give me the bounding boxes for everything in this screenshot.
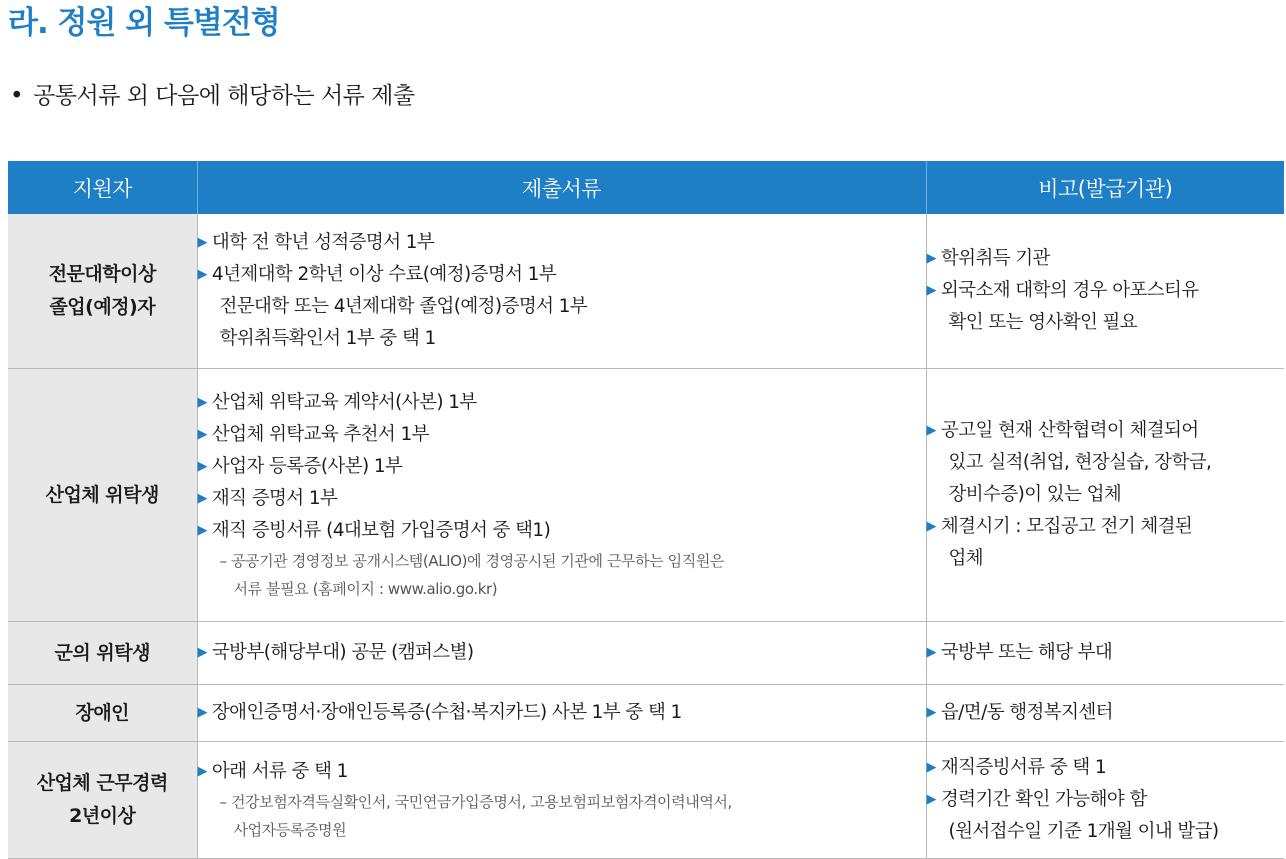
- sub-note: – 건강보험자격득실확인서, 국민연금가입증명서, 고용보험피보험자격이력내역서,: [219, 793, 732, 811]
- bullet-dot: •: [10, 83, 24, 109]
- triangle-bullet-icon: ▶: [926, 645, 936, 660]
- item-text: 읍/면/동 행정복지센터: [940, 702, 1113, 723]
- item-text: 국방부 또는 해당 부대: [940, 642, 1113, 663]
- note-item: [927, 415, 1285, 447]
- item-text: 아래 서류 중 택 1: [211, 761, 348, 782]
- applicant-cell: [8, 742, 197, 859]
- item-text: 재직증빙서류 중 택 1: [940, 757, 1107, 778]
- sub-note: 서류 불필요 (홈페이지 : www.alio.go.kr): [233, 580, 498, 598]
- table-row: [8, 214, 1284, 369]
- document-item: [198, 259, 926, 291]
- item-continuation: 업체: [948, 548, 984, 569]
- item-continuation: 있고 실적(취업, 현장실습, 장학금,: [948, 452, 1212, 473]
- item-text: 학위취득 기관: [940, 248, 1050, 269]
- header-documents: 제출서류: [197, 161, 926, 214]
- table-header-row: [8, 161, 1284, 214]
- triangle-bullet-icon: ▶: [197, 235, 207, 250]
- item-continuation: 장비수증)이 있는 업체: [948, 484, 1122, 505]
- item-text: 국방부(해당부대) 공문 (캠퍼스별): [211, 642, 474, 663]
- document-item: [198, 419, 926, 451]
- document-item: [198, 637, 926, 669]
- triangle-bullet-icon: ▶: [926, 792, 936, 807]
- applicant-cell: [8, 369, 197, 622]
- triangle-bullet-icon: ▶: [197, 395, 207, 410]
- table-row: [8, 685, 1284, 742]
- notes-cell: [926, 214, 1284, 369]
- item-text: 재직 증빙서류 (4대보험 가입증명서 중 택1): [211, 520, 551, 541]
- note-item: [927, 752, 1285, 784]
- item-text: 외국소재 대학의 경우 아포스티유: [940, 280, 1199, 301]
- notes-cell: [926, 622, 1284, 685]
- applicant-label: 2년이상: [69, 805, 136, 827]
- triangle-bullet-icon: ▶: [926, 705, 936, 720]
- document-item: [198, 756, 926, 788]
- applicant-label: 산업체 위탁생: [45, 483, 159, 506]
- triangle-bullet-icon: ▶: [197, 764, 207, 779]
- docs-cell: [197, 685, 926, 742]
- item-text: 장애인증명서·장애인등록증(수첩·복지카드) 사본 1부 중 택 1: [211, 702, 682, 723]
- item-text: 4년제대학 2학년 이상 수료(예정)증명서 1부: [211, 264, 557, 285]
- item-text: 대학 전 학년 성적증명서 1부: [211, 232, 435, 253]
- triangle-bullet-icon: ▶: [926, 760, 936, 775]
- docs-cell: [197, 214, 926, 369]
- triangle-bullet-icon: ▶: [926, 283, 936, 298]
- item-continuation: (원서접수일 기준 1개월 이내 발급): [948, 821, 1219, 842]
- header-applicant: 지원자: [8, 161, 197, 214]
- triangle-bullet-icon: ▶: [197, 267, 207, 282]
- document-item: [198, 483, 926, 515]
- intro-bullet: [10, 78, 415, 114]
- docs-cell: [197, 742, 926, 859]
- triangle-bullet-icon: ▶: [926, 519, 936, 534]
- triangle-bullet-icon: ▶: [197, 491, 207, 506]
- notes-cell: [926, 742, 1284, 859]
- applicant-label: 졸업(예정)자: [49, 296, 156, 318]
- item-text: 사업자 등록증(사본) 1부: [211, 456, 403, 477]
- document-item: [198, 387, 926, 419]
- item-text: 재직 증명서 1부: [211, 488, 338, 509]
- item-text: 공고일 현재 산학협력이 체결되어: [940, 420, 1199, 441]
- document-item: [198, 697, 926, 729]
- sub-note: – 공공기관 경영정보 공개시스템(ALIO)에 경영공시된 기관에 근무하는 임직원은: [219, 552, 725, 570]
- document-item: [198, 227, 926, 259]
- table-row: [8, 369, 1284, 622]
- triangle-bullet-icon: ▶: [197, 705, 207, 720]
- triangle-bullet-icon: ▶: [197, 645, 207, 660]
- applicant-label: 전문대학이상: [48, 263, 156, 285]
- note-item: [927, 637, 1285, 669]
- notes-cell: [926, 369, 1284, 622]
- item-continuation: 전문대학 또는 4년제대학 졸업(예정)증명서 1부: [219, 296, 588, 317]
- triangle-bullet-icon: ▶: [197, 459, 207, 474]
- section-title: 라. 정원 외 특별전형: [8, 5, 280, 41]
- triangle-bullet-icon: ▶: [197, 427, 207, 442]
- requirements-table: [8, 161, 1284, 859]
- item-continuation: 학위취득확인서 1부 중 택 1: [219, 328, 436, 349]
- item-text: 산업체 위탁교육 추천서 1부: [211, 424, 429, 445]
- table-row: [8, 622, 1284, 685]
- applicant-label: 군의 위탁생: [54, 641, 150, 664]
- item-text: 체결시기 : 모집공고 전기 체결된: [940, 516, 1193, 537]
- item-text: 산업체 위탁교육 계약서(사본) 1부: [211, 392, 477, 413]
- triangle-bullet-icon: ▶: [926, 251, 936, 266]
- note-item: [927, 275, 1285, 307]
- item-text: 경력기간 확인 가능해야 함: [940, 789, 1147, 810]
- notes-cell: [926, 685, 1284, 742]
- sub-note: 사업자등록증명원: [233, 821, 347, 839]
- item-continuation: 확인 또는 영사확인 필요: [948, 312, 1138, 333]
- note-item: [927, 697, 1285, 729]
- note-item: [927, 784, 1285, 816]
- table-row: [8, 742, 1284, 859]
- applicant-cell: [8, 214, 197, 369]
- docs-cell: [197, 622, 926, 685]
- intro-text: 공통서류 외 다음에 해당하는 서류 제출: [33, 83, 415, 109]
- applicant-label: 산업체 근무경력: [36, 772, 168, 794]
- applicant-cell: [8, 622, 197, 685]
- table-body: [8, 214, 1284, 859]
- header-notes: 비고(발급기관): [926, 161, 1284, 214]
- document-item: [198, 451, 926, 483]
- note-item: [927, 511, 1285, 543]
- triangle-bullet-icon: ▶: [197, 523, 207, 538]
- applicant-cell: [8, 685, 197, 742]
- triangle-bullet-icon: ▶: [926, 423, 936, 438]
- docs-cell: [197, 369, 926, 622]
- document-item: [198, 515, 926, 547]
- applicant-label: 장애인: [75, 701, 130, 724]
- note-item: [927, 243, 1285, 275]
